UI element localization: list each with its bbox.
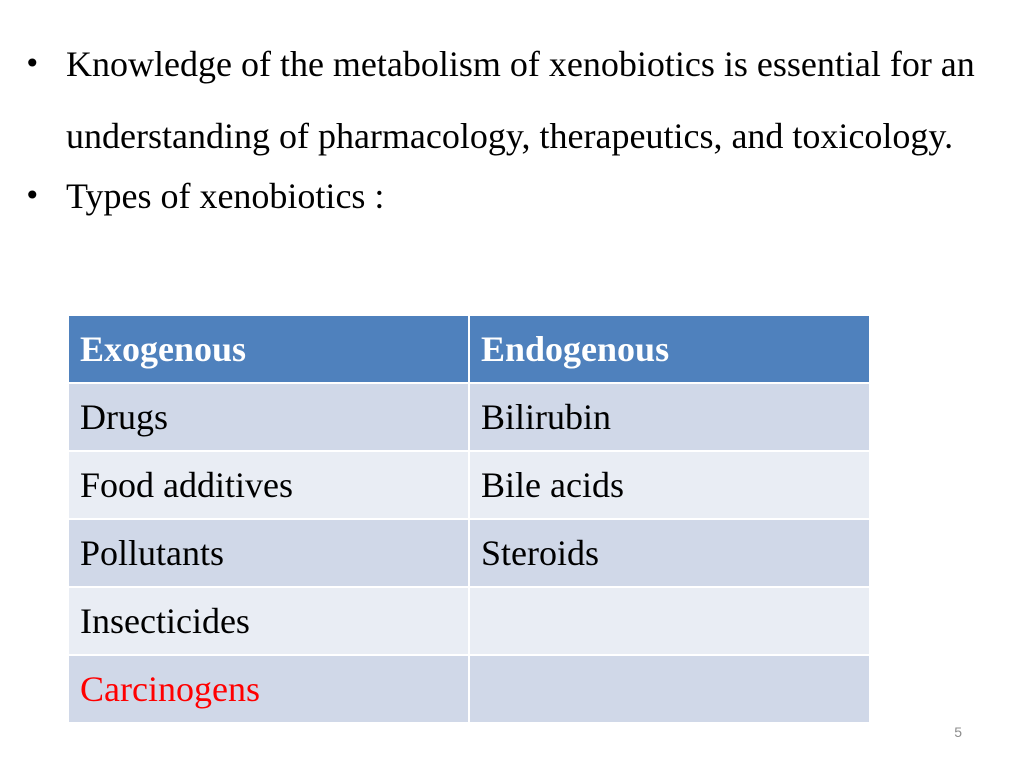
table-header-row <box>68 315 870 383</box>
table-row <box>68 383 870 451</box>
bullet-dot-icon: • <box>24 47 41 80</box>
slide-page-number: 5 <box>954 724 962 740</box>
table-cell-empty <box>469 587 870 655</box>
bullet-item <box>22 28 1002 172</box>
table-cell: Pollutants <box>68 519 469 587</box>
bullet-list <box>22 33 1002 226</box>
table-cell: Food additives <box>68 451 469 519</box>
table-cell: Drugs <box>68 383 469 451</box>
column-header-endogenous: Endogenous <box>469 315 870 383</box>
bullet-item <box>22 166 1002 226</box>
table-row <box>68 519 870 587</box>
table-cell: Steroids <box>469 519 870 587</box>
bullet-text: Knowledge of the metabolism of xenobiotics is essential for an understanding of pharmacology, therapeutics, and toxicology. <box>66 44 975 156</box>
column-header-exogenous: Exogenous <box>68 315 469 383</box>
table-row <box>68 451 870 519</box>
bullet-dot-icon: • <box>24 179 41 212</box>
table-row <box>68 587 870 655</box>
xenobiotics-table <box>67 314 871 724</box>
table-cell: Bilirubin <box>469 383 870 451</box>
bullet-text: Types of xenobiotics : <box>66 176 385 216</box>
table-cell: Bile acids <box>469 451 870 519</box>
table-cell-highlighted: Carcinogens <box>68 655 469 723</box>
table-row <box>68 655 870 723</box>
table-cell: Insecticides <box>68 587 469 655</box>
xenobiotics-table-container <box>67 314 871 724</box>
table-cell-empty <box>469 655 870 723</box>
